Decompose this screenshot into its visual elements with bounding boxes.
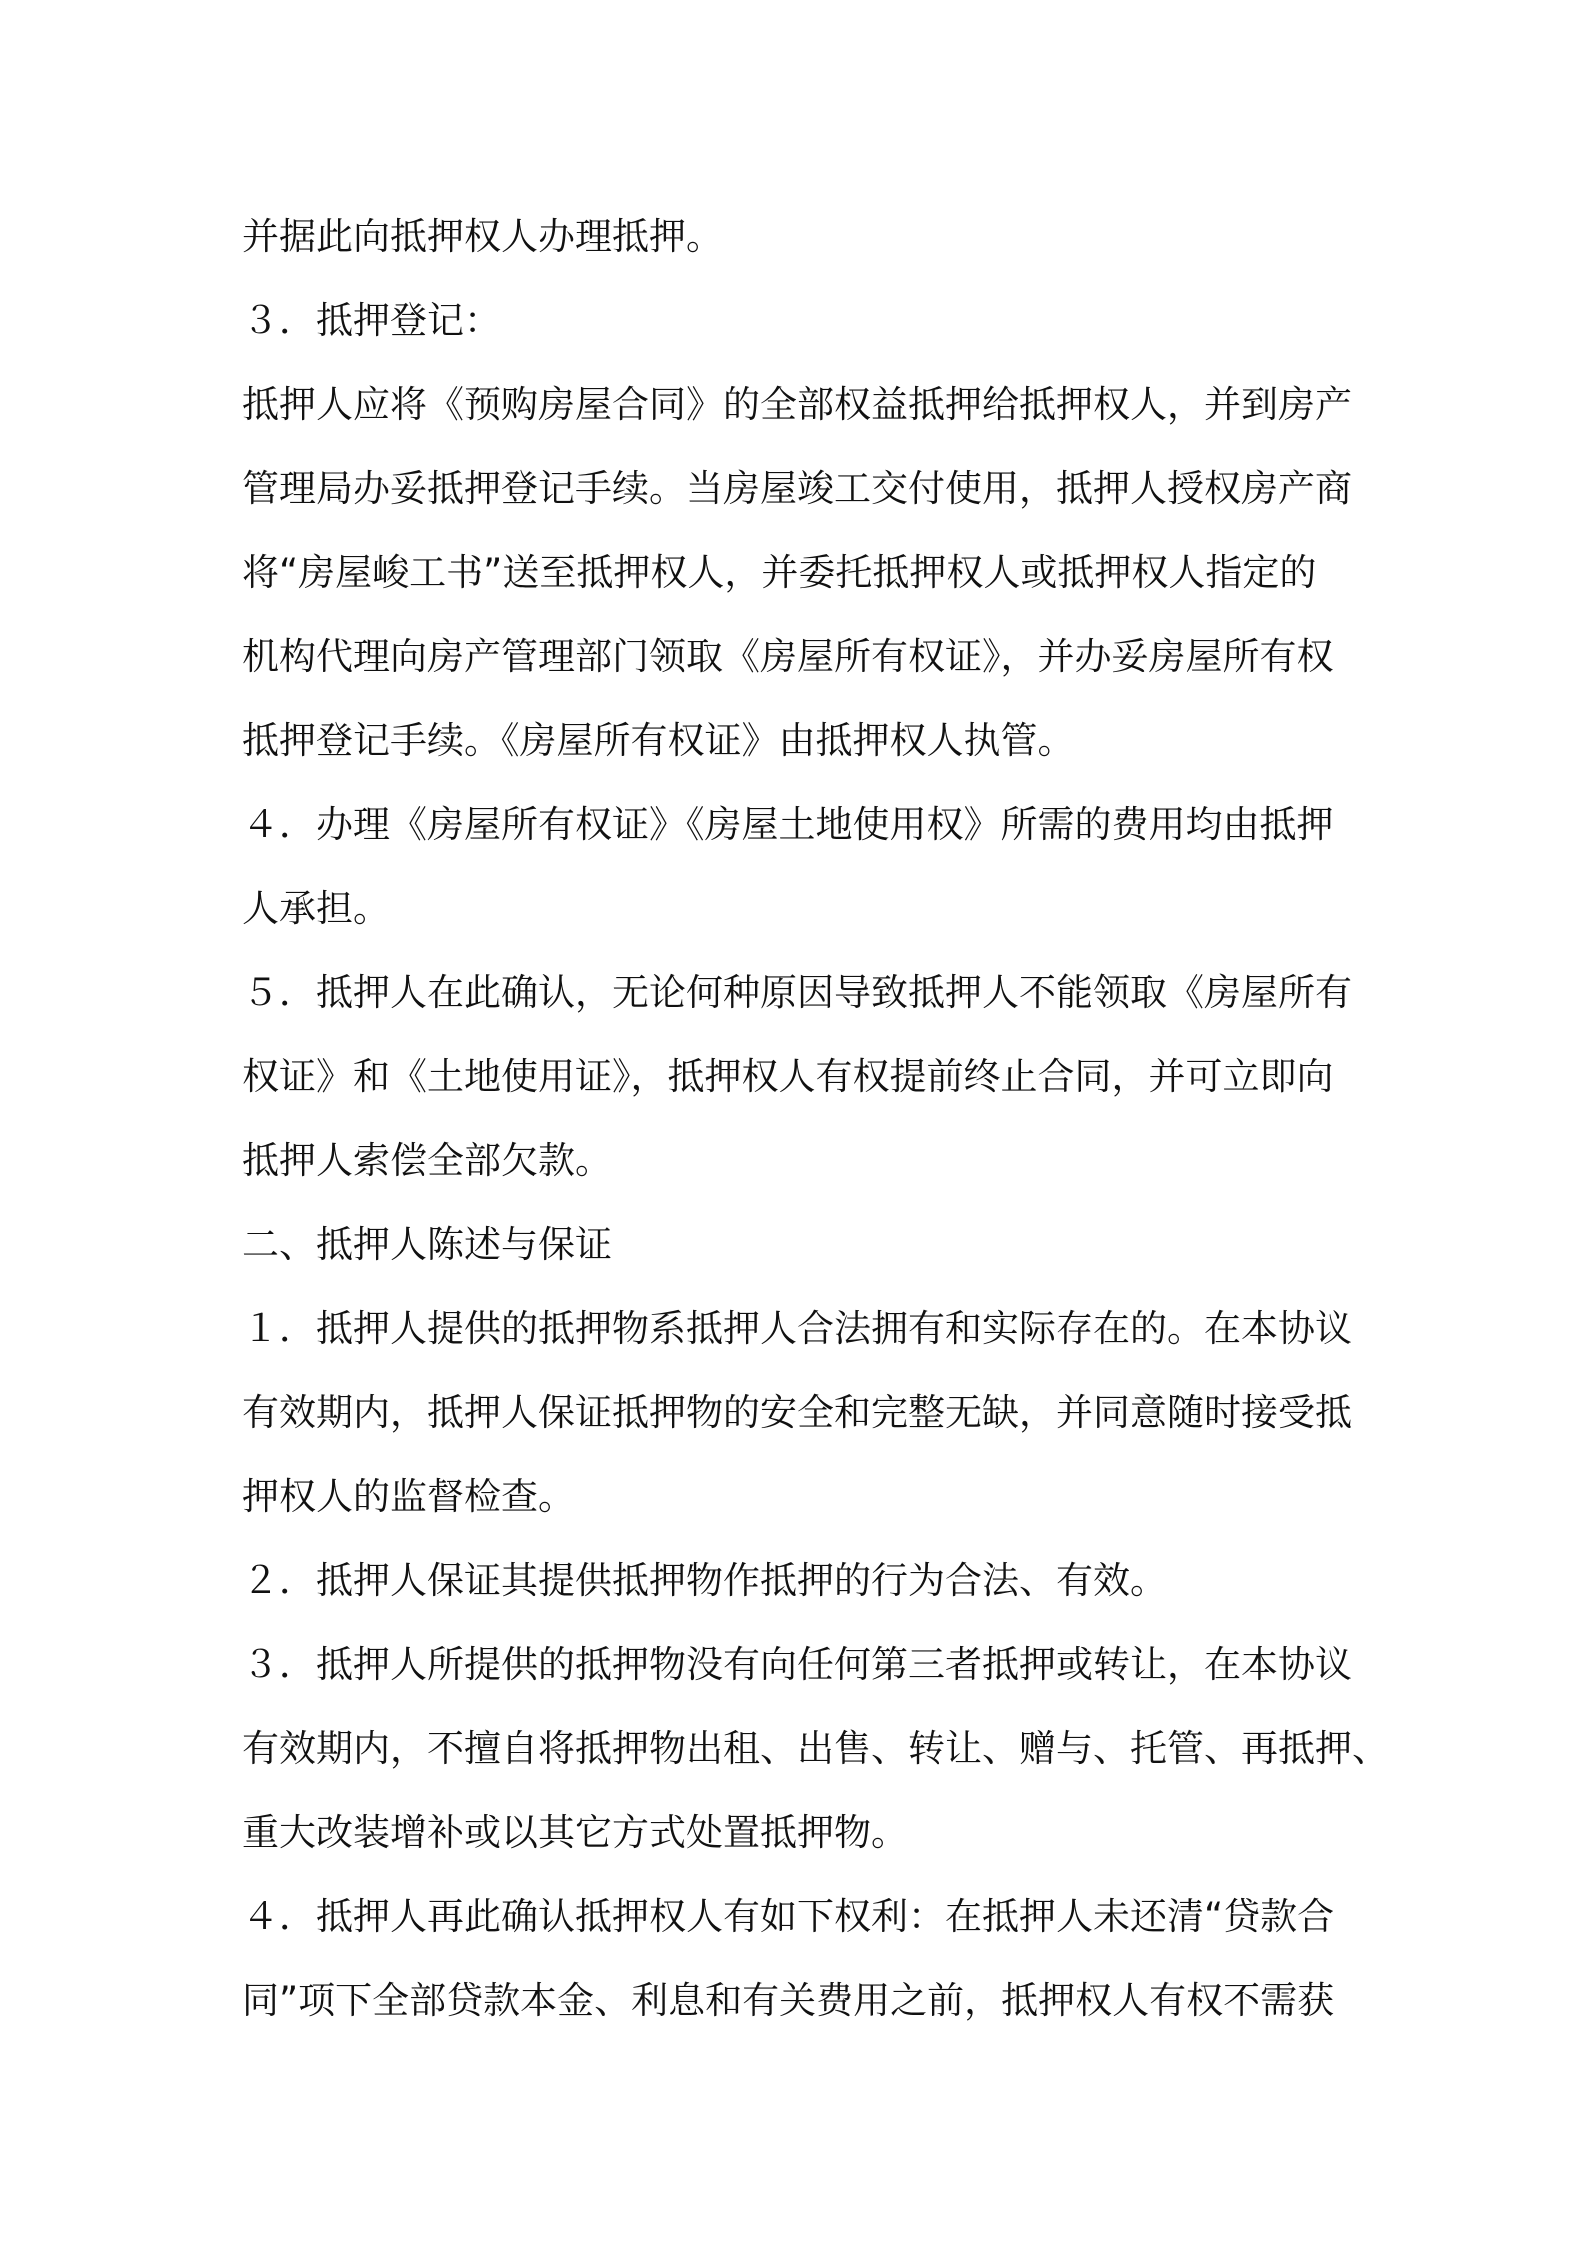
text-line: ３．抵押登记： — [242, 299, 501, 342]
text-line: ４．办理《房屋所有权证》《房屋土地使用权》所需的费用均由抵押 — [242, 803, 1334, 846]
text-line: ２．抵押人保证其提供抵押物作抵押的行为合法、有效。 — [242, 1559, 1167, 1602]
text-line: 机构代理向房产管理部门领取《房屋所有权证》，并办妥房屋所有权 — [242, 635, 1334, 678]
text-line: 同”项下全部贷款本金、利息和有关费用之前，抵押权人有权不需获 — [242, 1979, 1335, 2022]
text-line: 将“房屋峻工书”送至抵押权人，并委托抵押权人或抵押权人指定的 — [242, 551, 1317, 594]
text-line: 有效期内，不擅自将抵押物出租、出售、转让、赠与、托管、再抵押、 — [242, 1727, 1389, 1770]
text-line: 押权人的监督检查。 — [242, 1475, 575, 1518]
text-line: 有效期内，抵押人保证抵押物的安全和完整无缺，并同意随时接受抵 — [242, 1391, 1352, 1434]
text-line: ３．抵押人所提供的抵押物没有向任何第三者抵押或转让，在本协议 — [242, 1643, 1352, 1686]
text-line: 重大改装增补或以其它方式处置抵押物。 — [242, 1811, 908, 1854]
text-line: 抵押登记手续。《房屋所有权证》由抵押权人执管。 — [242, 719, 1075, 762]
document-body — [242, 195, 1389, 2043]
text-line: 抵押人索偿全部欠款。 — [242, 1139, 612, 1182]
section-heading: 二、抵押人陈述与保证 — [242, 1223, 612, 1266]
text-line: ５．抵押人在此确认，无论何种原因导致抵押人不能领取《房屋所有 — [242, 971, 1352, 1014]
text-line: 并据此向抵押权人办理抵押。 — [242, 215, 723, 258]
text-line: 管理局办妥抵押登记手续。当房屋竣工交付使用，抵押人授权房产商 — [242, 467, 1352, 510]
text-line: 权证》和《土地使用证》，抵押权人有权提前终止合同，并可立即向 — [242, 1055, 1334, 1098]
text-line: ４．抵押人再此确认抵押权人有如下权利：在抵押人未还清“贷款合 — [242, 1895, 1335, 1938]
text-line: 人承担。 — [242, 887, 390, 930]
text-line: 抵押人应将《预购房屋合同》的全部权益抵押给抵押权人，并到房产 — [242, 383, 1352, 426]
text-line: １．抵押人提供的抵押物系抵押人合法拥有和实际存在的。在本协议 — [242, 1307, 1352, 1350]
